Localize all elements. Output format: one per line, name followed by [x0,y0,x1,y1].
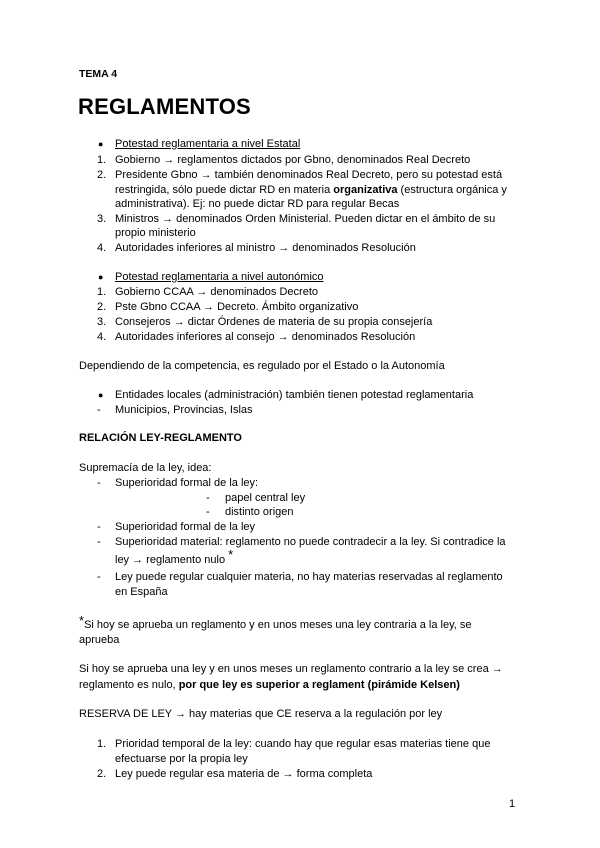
list-number: 1. [97,286,107,298]
paragraph-continuation [79,678,460,692]
sub-list-item: papel central ley [225,492,306,504]
section-heading-autonomico: Potestad reglamentaria a nivel autonómico [115,271,324,283]
dash-marker: - [97,571,101,583]
page-number: 1 [509,798,516,810]
list-item: Superioridad formal de la ley: [115,477,259,489]
list-item: Ministros → denominados Orden Ministerial. Pueden dictar en el ámbito de su [115,213,496,225]
list-number: 1. [97,738,107,750]
list-item: Consejeros → dictar Órdenes de materia de su propia consejería [115,316,433,328]
list-item: Prioridad temporal de la ley: cuando hay que regular esas materias tiene que [115,738,491,750]
list-number: 3. [97,316,107,328]
dash-marker: - [97,477,101,489]
list-item: Autoridades inferiores al consejo → denominados Resolución [115,331,416,343]
list-item-continuation [115,547,234,567]
bullet-marker: ● [98,139,104,149]
list-item-continuation [115,183,507,197]
footnote-asterisk: * [228,547,234,562]
list-item: Superioridad material: reglamento no puede contradecir a la ley. Si contradice la [115,536,506,548]
section-heading-relacion: RELACIÓN LEY-REGLAMENTO [79,432,242,444]
list-item: Autoridades inferiores al ministro → denominados Resolución [115,242,416,254]
paragraph: Si hoy se aprueba una ley y en unos meses un reglamento contrario a la ley se crea → [79,663,503,675]
list-item-continuation: efectuarse por la propia ley [115,753,248,765]
list-number: 2. [97,301,107,313]
bullet-marker: ● [98,272,104,282]
section-heading-estatal: Potestad reglamentaria a nivel Estatal [115,138,301,150]
list-number: 1. [97,154,107,166]
footnote-asterisk: * [79,613,85,628]
topic-label: TEMA 4 [79,68,118,80]
text-run: (estructura orgánica y [400,184,507,196]
list-item: Pste Gbno CCAA → Decreto. Ámbito organizativo [115,301,359,313]
dash-marker: - [97,536,101,548]
list-item-continuation: propio ministerio [115,227,196,239]
bold-text: organizativa [333,184,398,196]
text-run: restringida, sólo puede dictar RD en materia [115,184,331,196]
dash-marker: - [97,404,101,416]
list-item: Entidades locales (administración) también tienen potestad reglamentaria [115,389,474,401]
list-item: Municipios, Provincias, Islas [115,404,253,416]
list-item: Presidente Gbno → también denominados Real Decreto, pero su potestad está [115,169,503,181]
list-item: Ley puede regular esa materia de → forma completa [115,768,373,780]
text-run: Si hoy se aprueba un reglamento y en unos meses una ley contraria a la ley, se [84,619,472,631]
dash-marker: - [97,521,101,533]
list-number: 4. [97,242,107,254]
paragraph: RESERVA DE LEY → hay materias que CE reserva a la regulación por ley [79,708,443,720]
list-item: Gobierno → reglamentos dictados por Gbno, denominados Real Decreto [115,154,471,166]
list-number: 2. [97,169,107,181]
bullet-marker: ● [98,390,104,400]
list-item: Superioridad formal de la ley [115,521,256,533]
sub-list-item: distinto origen [225,506,294,518]
dash-marker: - [206,506,210,518]
text-run: ley → reglamento nulo [115,554,226,566]
dash-marker: - [206,492,210,504]
note-paragraph-continuation: aprueba [79,634,120,646]
list-item: Ley puede regular cualquier materia, no hay materias reservadas al reglamento [115,571,503,583]
bold-text: por que ley es superior a reglament (pirámide Kelsen) [178,679,460,691]
list-number: 4. [97,331,107,343]
list-item-continuation: en España [115,586,168,598]
page-title: REGLAMENTOS [78,94,251,119]
note-paragraph [79,613,472,632]
list-number: 3. [97,213,107,225]
list-item-continuation: administrativa). Ej: no puede dictar RD para regular Becas [115,198,400,210]
list-number: 2. [97,768,107,780]
text-run: reglamento es nulo, [79,679,176,691]
paragraph: Dependiendo de la competencia, es regulado por el Estado o la Autonomía [79,360,445,372]
paragraph: Supremacía de la ley, idea: [79,462,212,474]
list-item: Gobierno CCAA → denominados Decreto [115,286,318,298]
